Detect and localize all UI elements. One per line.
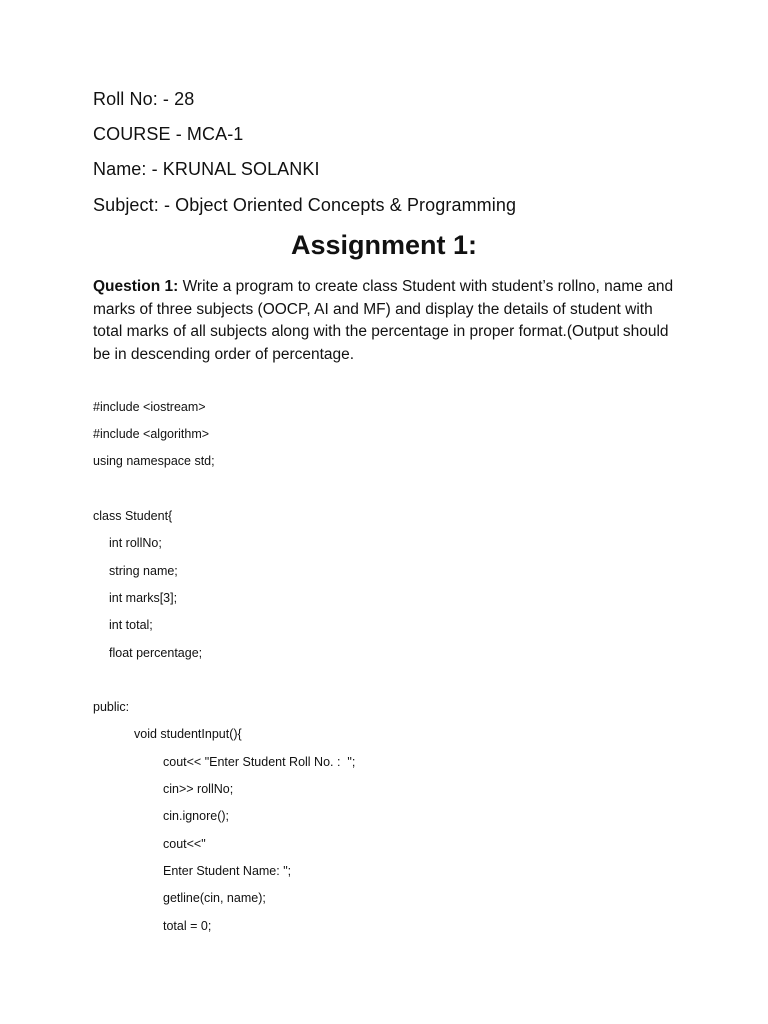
code-line: #include <algorithm> bbox=[93, 427, 210, 441]
subject-line: Subject: - Object Oriented Concepts & Programming bbox=[93, 195, 517, 215]
roll-number: Roll No: - 28 bbox=[93, 89, 195, 109]
code-line: total = 0; bbox=[163, 919, 212, 933]
code-line: Enter Student Name: "; bbox=[163, 864, 292, 878]
code-line: int rollNo; bbox=[109, 536, 162, 550]
code-line: cin>> rollNo; bbox=[163, 782, 234, 796]
code-line: #include <iostream> bbox=[93, 400, 206, 414]
code-line: using namespace std; bbox=[93, 454, 215, 468]
question-label: Question 1: bbox=[93, 278, 179, 295]
code-line: public: bbox=[93, 700, 130, 714]
code-line: float percentage; bbox=[109, 646, 203, 660]
course-line: COURSE - MCA-1 bbox=[93, 124, 244, 144]
code-line: int total; bbox=[109, 618, 153, 632]
code-line: cout<< "Enter Student Roll No. : "; bbox=[163, 755, 356, 769]
code-line: getline(cin, name); bbox=[163, 891, 266, 905]
question-text: Write a program to create class Student with student’s rollno, name and marks of three subjects (OOCP, AI and MF) and display the details of student with total marks of all subjects along with the percentage in proper format.(Output should be in descending order of percentage. bbox=[93, 278, 674, 364]
assignment-title: Assignment 1: bbox=[290, 230, 478, 260]
code-line: string name; bbox=[109, 564, 178, 578]
code-line: int marks[3]; bbox=[109, 591, 178, 605]
student-name: Name: - KRUNAL SOLANKI bbox=[93, 159, 320, 179]
question-paragraph bbox=[93, 276, 683, 367]
code-line: void studentInput(){ bbox=[134, 727, 242, 741]
code-line: cin.ignore(); bbox=[163, 809, 229, 823]
code-line: cout<<" bbox=[163, 837, 206, 851]
code-line: class Student{ bbox=[93, 509, 173, 523]
